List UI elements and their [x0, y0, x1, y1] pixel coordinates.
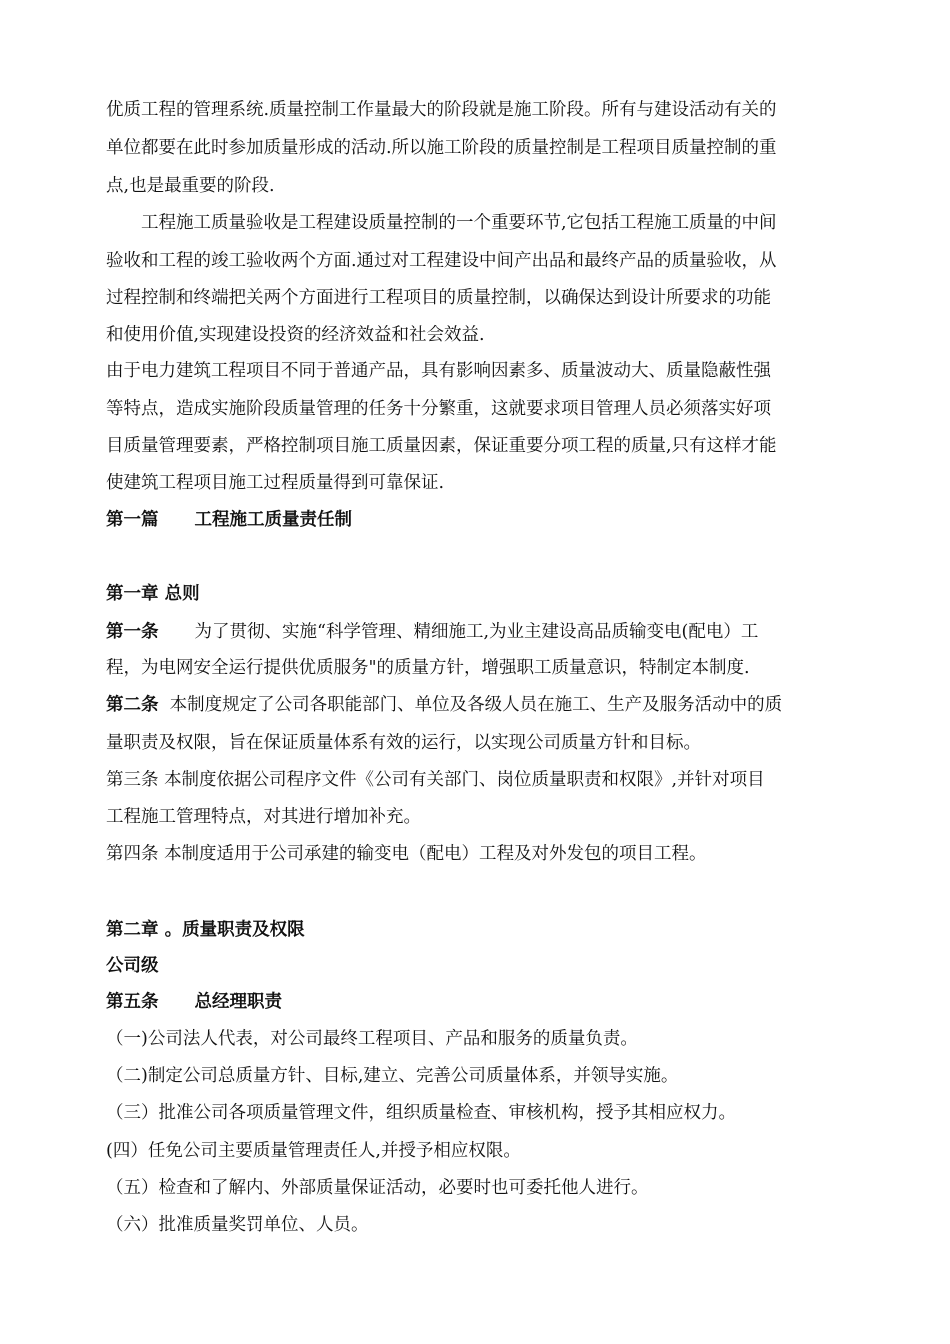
duty-item: （五）检查和了解内、外部质量保证活动，必要时也可委托他人进行。: [106, 1178, 649, 1198]
paragraph-line: 过程控制和终端把关两个方面进行工程项目的质量控制，以确保达到设计所要求的功能: [106, 288, 771, 308]
chapter-heading: 第一章 总则: [106, 584, 200, 604]
paragraph-line: 等特点，造成实施阶段质量管理的任务十分繁重，这就要求项目管理人员必须落实好项: [106, 399, 771, 419]
paragraph-line: 优质工程的管理系统.质量控制工作量最大的阶段就是施工阶段。所有与建设活动有关的: [106, 100, 777, 120]
paragraph-line: 工程施工质量验收是工程建设质量控制的一个重要环节,它包括工程施工质量的中间: [141, 213, 777, 233]
article-heading: [106, 990, 851, 1014]
part-label: 第一篇: [106, 510, 159, 530]
duty-item: （二)制定公司总质量方针、目标,建立、完善公司质量体系，并领导实施。: [106, 1066, 679, 1086]
article-line: 工程施工管理特点，对其进行增加补充。: [106, 807, 421, 827]
paragraph-line: 和使用价值,实现建设投资的经济效益和社会效益.: [106, 325, 485, 345]
article-line: [106, 620, 851, 644]
paragraph-line: 使建筑工程项目施工过程质量得到可靠保证.: [106, 473, 445, 493]
article-text: 本制度规定了公司各职能部门、单位及各级人员在施工、生产及服务活动中的质: [169, 695, 783, 715]
article-label: 第一条: [106, 622, 159, 642]
duty-item: （三）批准公司各项质量管理文件，组织质量检查、审核机构，授予其相应权力。: [106, 1103, 736, 1123]
duty-item: （六）批准质量奖罚单位、人员。: [106, 1215, 369, 1235]
section-heading: 公司级: [106, 956, 159, 976]
article-title: 总经理职责: [194, 992, 282, 1012]
article-label: 第五条: [106, 992, 159, 1012]
paragraph-line: 由于电力建筑工程项目不同于普通产品，具有影响因素多、质量波动大、质量隐蔽性强: [106, 361, 771, 381]
article-line: 第三条 本制度依据公司程序文件《公司有关部门、岗位质量职责和权限》,并针对项目: [106, 770, 765, 790]
article-line: 量职责及权限，旨在保证质量体系有效的运行，以实现公司质量方针和目标。: [106, 733, 701, 753]
part-heading: [106, 508, 851, 532]
paragraph-line: 目质量管理要素，严格控制项目施工质量因素，保证重要分项工程的质量,只有这样才能: [106, 436, 777, 456]
article-line: [106, 693, 851, 717]
part-title: 工程施工质量责任制: [194, 510, 352, 530]
article-line: 程，为电网安全运行提供优质服务"的质量方针，增强职工质量意识，特制定本制度.: [106, 658, 750, 678]
chapter-heading: 第二章 。质量职责及权限: [106, 920, 305, 940]
paragraph-line: 单位都要在此时参加质量形成的活动.所以施工阶段的质量控制是工程项目质量控制的重: [106, 138, 777, 158]
paragraph-line: 验收和工程的竣工验收两个方面.通过对工程建设中间产出品和最终产品的质量验收，从: [106, 251, 777, 271]
article-line: 第四条 本制度适用于公司承建的输变电（配电）工程及对外发包的项目工程。: [106, 844, 707, 864]
paragraph-line: 点,也是最重要的阶段.: [106, 176, 275, 196]
duty-item: (四）任免公司主要质量管理责任人,并授予相应权限。: [106, 1141, 521, 1161]
article-label: 第二条: [106, 695, 159, 715]
article-text: 为了贯彻、实施“科学管理、精细施工,为业主建设高品质输变电(配电）工: [194, 622, 759, 642]
duty-item: （一)公司法人代表，对公司最终工程项目、产品和服务的质量负责。: [106, 1029, 638, 1049]
